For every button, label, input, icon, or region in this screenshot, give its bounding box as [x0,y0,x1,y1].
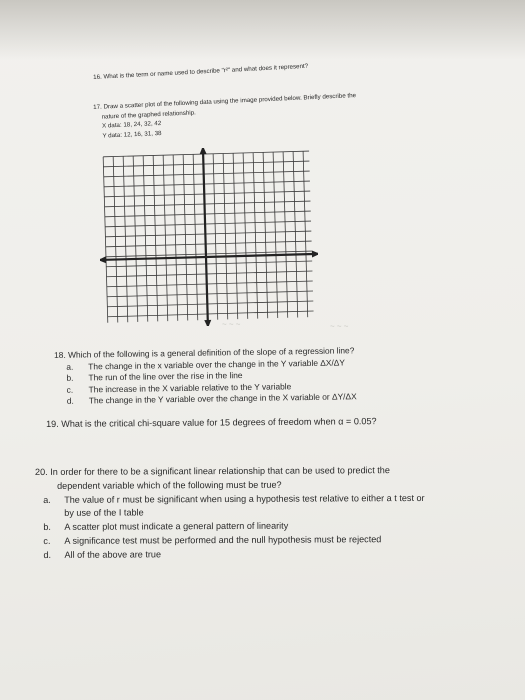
option-20a[interactable] [35,492,424,508]
grid-line-horizontal [103,161,309,167]
x-axis-arrow-right [312,250,320,257]
option-text: The change in the x variable over the change in the Y variable ΔX/ΔY [88,357,346,372]
bleed-through-mark: ~ ~ ~ [222,320,241,329]
question-16: 16. What is the term or name used to describe "r²" and what does it represent? [93,62,309,81]
bleed-through-mark: ~ ~ ~ [330,322,349,331]
grid-line-vertical [163,155,168,321]
option-letter: c. [43,535,51,546]
option-text: A significance test must be performed and the null hypothesis must be rejected [64,534,382,546]
grid-line-horizontal [105,231,311,237]
grid-line-vertical [253,153,258,319]
grid-line-horizontal [108,311,314,317]
grid-line-vertical [133,156,138,322]
y-axis-arrow-up [199,146,206,154]
option-text: The run of the line over the rise in the line [88,370,243,383]
option-20d[interactable] [35,547,424,563]
question-17 [93,91,358,141]
grid-line-vertical [103,157,108,323]
option-letter: b. [66,372,74,383]
grid-line-horizontal [105,221,311,227]
option-text: A scatter plot must indicate a general pattern of linearity [64,520,289,533]
grid-line-horizontal [105,211,311,217]
y-data-label: Y data: [102,131,123,140]
grid-line-horizontal [107,281,313,287]
question-20-line1: 20. In order for there to be a significant linear relationship that can be used to predict the [35,465,390,477]
question-20-line2: dependent variable which of the following must be true? [57,479,282,491]
grid-line-horizontal [107,271,313,277]
y-data-values: 12, 16, 31, 38 [123,129,162,139]
grid-line-horizontal [106,261,312,267]
option-letter: c. [66,384,74,395]
grid-line-vertical [233,153,238,319]
grid-line-vertical [183,155,188,321]
question-17-line2: nature of the graphed relationship. [101,108,196,121]
grid-line-vertical [243,153,248,319]
grid-line-vertical [193,154,198,320]
option-20c[interactable] [35,533,424,549]
y-axis-arrow-down [204,320,211,328]
option-letter: a. [66,361,74,372]
page-shadow [0,0,525,60]
question-18-text: 18. Which of the following is a general definition of the slope of a regression line? [54,345,355,360]
grid-line-vertical [293,152,298,318]
grid-line-vertical [263,152,268,318]
x-axis [100,254,318,260]
grid-line-horizontal [107,301,313,307]
question-17-line1: 17. Draw a scatter plot of the following data using the image provided below. Briefly describe the [93,92,357,111]
grid-line-horizontal [107,291,313,297]
grid-line-horizontal [106,241,312,247]
option-letter: a. [43,494,51,505]
grid-lines [103,151,314,323]
option-letter: b. [43,522,51,533]
grid-line-vertical [143,156,148,322]
option-letter: d. [43,549,52,560]
option-20a-continuation: by use of the I table [64,507,144,519]
grid-line-horizontal [104,191,310,197]
x-data-values: 18, 24, 32, 42 [123,119,162,129]
grid-line-vertical [113,157,118,323]
option-text: The increase in the X variable relative to the Y variable [88,381,292,395]
option-text: The value of r must be significant when using a hypothesis test relative to either a t test or [64,492,425,505]
option-text: All of the above are true [64,549,162,560]
x-data-label: X data: [101,121,122,130]
question-18 [54,345,357,408]
grid-line-horizontal [105,201,311,207]
grid-line-vertical [273,152,278,318]
option-text: The change in the Y variable over the change in the X variable or ΔY/ΔX [88,391,357,406]
grid-line-vertical [213,154,218,320]
y-axis [203,148,208,326]
grid-line-horizontal [104,181,310,187]
grid-line-vertical [223,153,228,319]
question-20 [35,464,425,563]
scatter-plot-grid[interactable] [97,145,320,329]
x-axis-arrow-left [98,256,106,263]
grid-line-vertical [173,155,178,321]
grid-line-vertical [123,156,128,322]
option-letter: d. [66,396,74,407]
grid-line-vertical [303,151,308,317]
question-19: 19. What is the critical chi-square value for 15 degrees of freedom when α = 0.05? [46,416,377,429]
grid-line-vertical [283,152,288,318]
grid-line-vertical [153,155,158,321]
grid-line-horizontal [104,171,310,177]
